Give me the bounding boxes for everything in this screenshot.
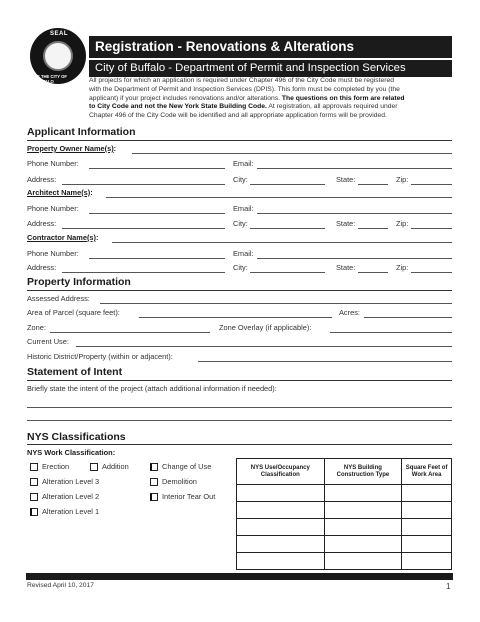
nys-section-heading: NYS Classifications	[27, 431, 126, 443]
alteration-2-label: Alteration Level 2	[42, 492, 100, 501]
intent-line[interactable]	[27, 407, 452, 408]
contractor-address-label: Address:	[27, 263, 57, 272]
acres-field[interactable]	[364, 317, 452, 318]
section-rule	[27, 290, 452, 291]
contractor-city-field[interactable]	[250, 272, 325, 273]
architect-zip-label: Zip:	[396, 219, 409, 228]
contractor-address-field[interactable]	[62, 272, 225, 273]
architect-address-field[interactable]	[62, 228, 225, 229]
intro-line: At registration, all approvals required under	[266, 103, 398, 111]
architect-phone-field[interactable]	[89, 213, 225, 214]
architect-email-label: Email:	[233, 204, 254, 213]
architect-state-field[interactable]	[358, 228, 388, 229]
owner-email-field[interactable]	[257, 168, 452, 169]
architect-heading	[27, 188, 93, 197]
architect-email-field[interactable]	[257, 213, 452, 214]
department-subtitle: City of Buffalo - Department of Permit and Inspection Services	[89, 60, 452, 77]
section-rule	[27, 380, 452, 381]
table-cell[interactable]	[237, 502, 325, 519]
architect-phone-label: Phone Number:	[27, 204, 79, 213]
construction-type-header: NYS Building Construction Type	[324, 459, 402, 485]
table-cell[interactable]	[237, 485, 325, 502]
addition-label: Addition	[102, 462, 129, 471]
change-of-use-checkbox[interactable]	[150, 463, 158, 471]
contractor-phone-label: Phone Number:	[27, 249, 79, 258]
alteration-3-checkbox[interactable]	[30, 478, 38, 486]
intro-bold: to City Code and not the New York State Building Code.	[89, 103, 267, 111]
contractor-state-field[interactable]	[358, 272, 388, 273]
contractor-heading	[27, 233, 98, 242]
owner-zip-label: Zip:	[396, 175, 409, 184]
owner-city-field[interactable]	[250, 184, 325, 185]
footer-bar	[26, 573, 453, 580]
assessed-address-field[interactable]	[100, 303, 452, 304]
alteration-2-checkbox[interactable]	[30, 493, 38, 501]
contractor-city-label: City:	[233, 263, 248, 272]
zone-label: Zone:	[27, 323, 46, 332]
form-title: Registration - Renovations & Alterations	[89, 36, 452, 58]
architect-zip-field[interactable]	[411, 228, 452, 229]
section-rule	[27, 444, 452, 445]
acres-label: Acres:	[339, 308, 360, 317]
owner-email-label: Email:	[233, 159, 254, 168]
colon: :	[96, 233, 99, 242]
owner-name-field[interactable]	[132, 153, 452, 154]
applicant-section-heading: Applicant Information	[27, 126, 136, 138]
addition-checkbox[interactable]	[90, 463, 98, 471]
table-cell[interactable]	[237, 553, 325, 570]
table-cell[interactable]	[324, 536, 402, 553]
intro-bold: The questions on this form are related	[281, 94, 405, 102]
city-seal-logo	[30, 28, 86, 84]
erection-checkbox[interactable]	[30, 463, 38, 471]
colon: :	[90, 188, 93, 197]
table-cell[interactable]	[324, 502, 402, 519]
table-cell[interactable]	[402, 485, 452, 502]
table-header-row	[237, 459, 452, 485]
alteration-1-checkbox[interactable]	[30, 508, 38, 516]
historic-label: Historic District/Property (within or adjacent):	[27, 352, 173, 361]
contractor-name-field[interactable]	[112, 242, 452, 243]
colon: :	[113, 144, 117, 153]
erection-label: Erection	[42, 462, 70, 471]
intent-prompt: Briefly state the intent of the project (attach additional information if needed):	[27, 384, 277, 393]
historic-field[interactable]	[198, 361, 452, 362]
seal-center	[43, 41, 73, 71]
intro-line: Chapter 496 of the City Code will be identified and all appropriate application forms will be provided.	[89, 112, 387, 120]
architect-heading-label: Architect Name(s)	[27, 188, 91, 197]
architect-address-label: Address:	[27, 219, 57, 228]
section-rule	[27, 140, 452, 141]
zone-overlay-label: Zone Overlay (if applicable):	[219, 323, 312, 332]
contractor-zip-label: Zip:	[396, 263, 409, 272]
table-cell[interactable]	[402, 553, 452, 570]
table-row	[237, 485, 452, 502]
property-section-heading: Property Information	[27, 276, 131, 288]
work-classification-heading: NYS Work Classification:	[27, 448, 116, 457]
current-use-field[interactable]	[76, 346, 452, 347]
page-number: 1	[446, 582, 451, 591]
contractor-phone-field[interactable]	[89, 258, 225, 259]
architect-city-field[interactable]	[250, 228, 325, 229]
table-cell[interactable]	[324, 485, 402, 502]
owner-state-field[interactable]	[358, 184, 388, 185]
intro-paragraph	[89, 77, 454, 121]
use-occupancy-header: NYS Use/Occupancy Classification	[237, 459, 325, 485]
intro-line: applicant) if your project includes renovations and/or alterations.	[89, 94, 280, 102]
table-row	[237, 502, 452, 519]
owner-heading	[27, 144, 116, 153]
architect-name-field[interactable]	[106, 197, 452, 198]
owner-city-label: City:	[233, 175, 248, 184]
zone-field[interactable]	[50, 332, 210, 333]
table-cell[interactable]	[402, 536, 452, 553]
current-use-label: Current Use:	[27, 337, 69, 346]
contractor-state-label: State:	[336, 263, 356, 272]
alteration-1-label: Alteration Level 1	[42, 507, 100, 516]
contractor-email-label: Email:	[233, 249, 254, 258]
owner-state-label: State:	[336, 175, 356, 184]
table-row	[237, 519, 452, 536]
architect-city-label: City:	[233, 219, 248, 228]
table-cell[interactable]	[324, 519, 402, 536]
area-label: Area of Parcel (square feet):	[27, 308, 120, 317]
intent-line[interactable]	[27, 420, 452, 421]
assessed-address-label: Assessed Address:	[27, 294, 90, 303]
area-field[interactable]	[139, 317, 332, 318]
owner-phone-field[interactable]	[89, 168, 225, 169]
seal-top-text: SEAL	[50, 31, 69, 37]
architect-state-label: State:	[336, 219, 356, 228]
change-of-use-label: Change of Use	[162, 462, 212, 471]
interior-tear-out-checkbox[interactable]	[150, 493, 158, 501]
table-cell[interactable]	[237, 519, 325, 536]
owner-zip-field[interactable]	[411, 184, 452, 185]
intro-line: All projects for which an application is required under Chapter 496 of the City Code must be registered	[89, 77, 395, 84]
intent-section-heading: Statement of Intent	[27, 366, 123, 378]
interior-tear-out-label: Interior Tear Out	[162, 492, 216, 501]
table-row	[237, 536, 452, 553]
contractor-heading-label: Contractor Name(s)	[27, 233, 96, 242]
intro-line: with the Department of Permit and Inspection Services (DPIS). This form must be completed by you (the	[89, 85, 400, 93]
demolition-checkbox[interactable]	[150, 478, 158, 486]
table-row	[237, 553, 452, 570]
alteration-3-label: Alteration Level 3	[42, 477, 100, 486]
table-cell[interactable]	[402, 502, 452, 519]
zone-overlay-field[interactable]	[330, 332, 452, 333]
owner-heading-label: Property Owner Name(s)	[27, 144, 114, 153]
contractor-zip-field[interactable]	[411, 272, 452, 273]
nys-classification-table	[236, 458, 452, 570]
owner-address-label: Address:	[27, 175, 57, 184]
seal-bottom-text: OF THE CITY OF BUFFALO	[34, 74, 67, 84]
revised-date: Revised April 10, 2017	[27, 582, 94, 589]
table-cell[interactable]	[402, 519, 452, 536]
square-feet-header: Square Feet of Work Area	[402, 459, 452, 485]
contractor-email-field[interactable]	[257, 258, 452, 259]
owner-phone-label: Phone Number:	[27, 159, 79, 168]
owner-address-field[interactable]	[62, 184, 225, 185]
table-cell[interactable]	[324, 553, 402, 570]
demolition-label: Demolition	[162, 477, 197, 486]
table-cell[interactable]	[237, 536, 325, 553]
